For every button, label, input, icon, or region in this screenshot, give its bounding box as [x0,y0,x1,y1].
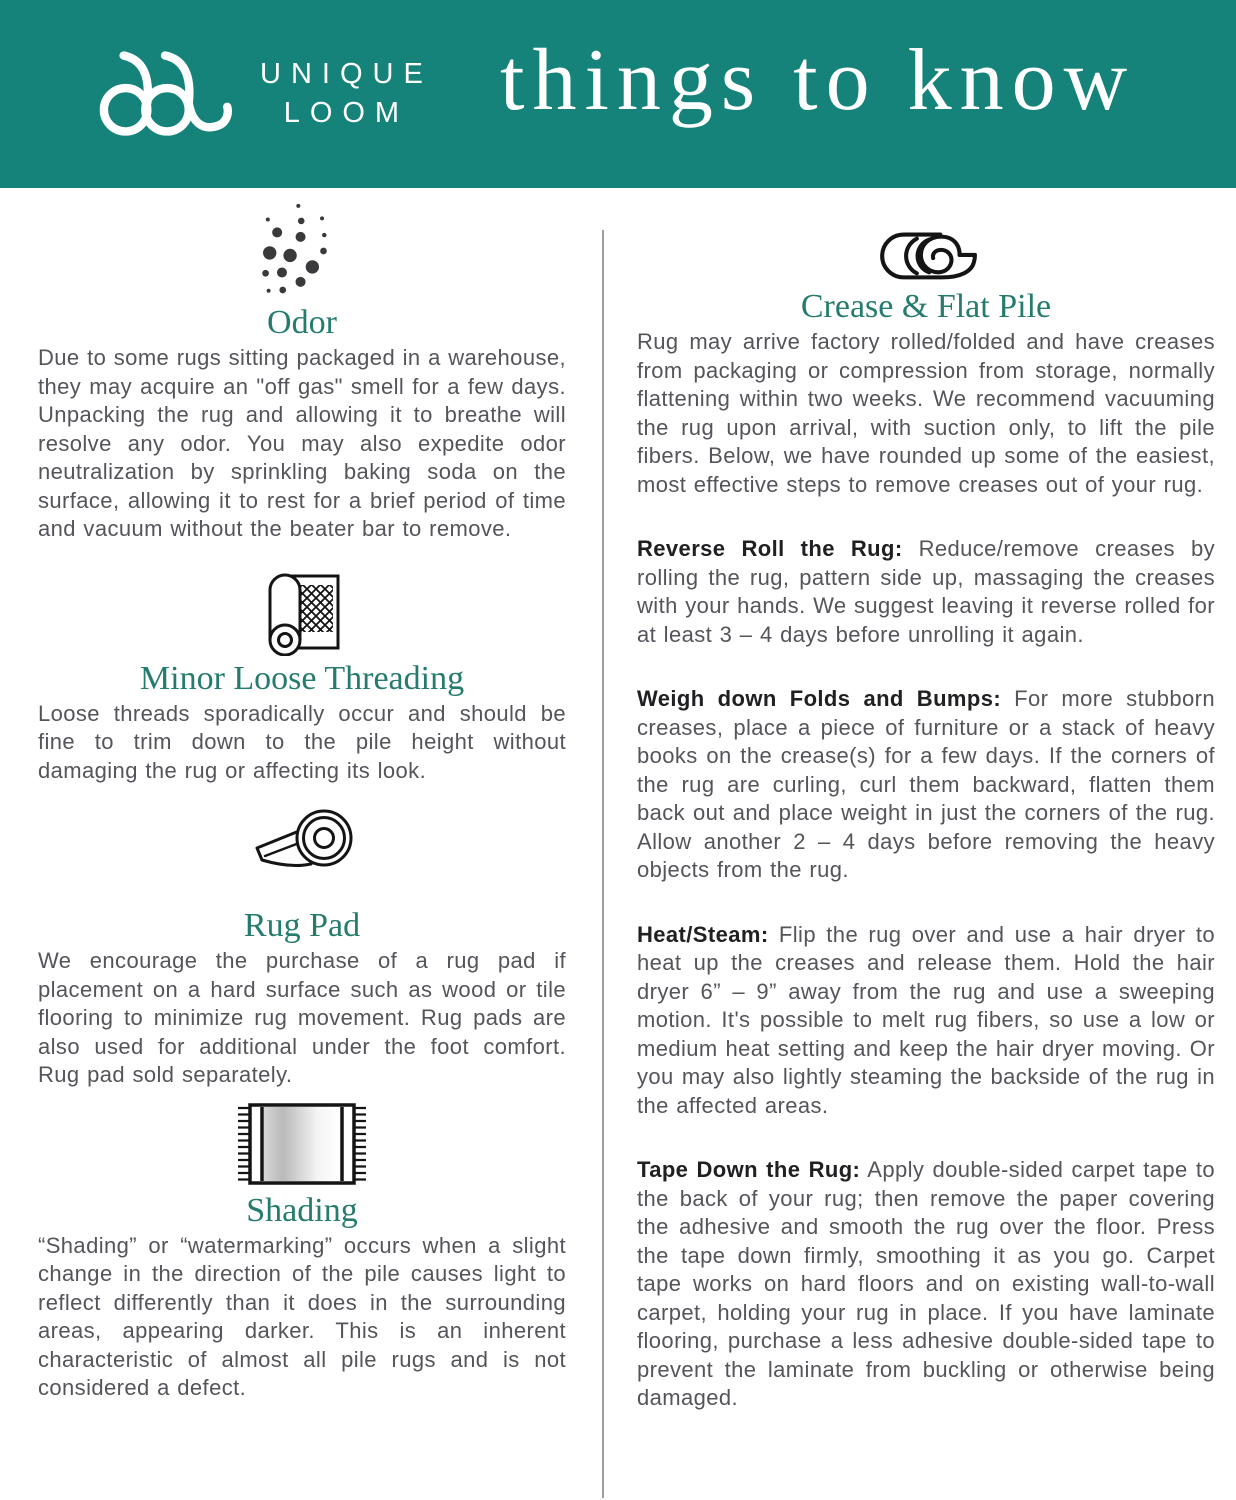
tip-label-reverse-roll: Reverse Roll the Rug: [637,536,903,561]
left-column [38,188,566,1403]
tip-heat-steam [637,921,1215,1121]
section-heading-rug-pad: Rug Pad [243,907,361,944]
tip-weigh-down [637,685,1215,885]
brand-name [260,55,433,133]
brand-line-1: UNIQUE [260,58,433,90]
brand-line-2: LOOM [283,97,410,129]
tip-label-heat-steam: Heat/Steam: [637,921,769,947]
header-banner [0,0,1236,188]
crease-intro-paragraph: Rug may arrive factory rolled/folded and have creases from packaging or compression from storage, normally flattening within two weeks. We recommend vacuuming the rug upon arrival, with suction only, to lift the pile fibers. Below, we have rounded up some of the easiest, most effective steps to remove creases out of your rug. [637,329,1215,497]
section-body-odor: Due to some rugs sitting packaged in a warehouse, they may acquire an "off gas" smell for a few days. Unpacking the rug and allowing it to breathe will resolve any odor. You may also expedite odor neutralization by sprinkling baking soda on the surface, allowing it to rest for a brief period of time and vacuum without the beater bar to remove. [38,345,566,541]
section-heading-crease: Crease & Flat Pile [800,288,1052,325]
odor-sprinkle-dots-icon [38,202,566,302]
rolled-rug-crosshatch-icon [38,562,566,658]
tip-text-heat-steam: Flip the rug over and use a hair dryer to heat up the creases and release them. Hold the hair dryer 6” – 9” away from the rug and use a sweeping motion. It's possible to melt rug fibers, so use a low or medium heat setting and keep the hair dryer moving. Or you may also lightly steaming the backside of the rug in the affected areas. [637,921,1215,1118]
section-body-threading: Loose threads sporadically occur and should be fine to trim down to the pile height without damaging the rug or affecting its look. [38,700,566,783]
unique-loom-monogram-icon [96,47,244,141]
page-title: things to know [500,32,1136,129]
section-body-shading: “Shading” or “watermarking” occurs when a slight change in the direction of the pile causes light to reflect differently than it does in the surrounding areas, appearing darker. This is an inherent characteristic of almost all pile rugs and is not considered a defect. [38,1232,566,1400]
rolled-rug-side-spiral-icon [637,230,1215,286]
fringed-rug-icon [38,1102,566,1190]
tip-label-weigh-down: Weigh down Folds and Bumps: [637,686,1002,711]
tip-label-tape-down: Tape Down the Rug: [637,1157,861,1182]
tip-reverse-roll [637,535,1215,649]
right-column [637,188,1215,1413]
rug-pad-roll-icon [38,807,566,905]
tip-text-reverse-roll: Reduce/remove creases by rolling the rug, pattern side up, massaging the creases with your hands. We suggest leaving it reverse rolled for at least 3 – 4 days before unrolling it again. [637,536,1215,647]
section-body-rug-pad: We encourage the purchase of a rug pad if placement on a hard surface such as wood or tile flooring to minimize rug movement. Rug pads are also used for additional under the foot comfort. Rug pad sold separately. [38,948,566,1087]
tip-text-weigh-down: For more stubborn creases, place a piece of furniture or a stack of heavy books on the crease(s) for a few days. If the corners of the rug are curling, curl them backward, flatten them back out and place weight in just the corners of the rug. Allow another 2 – 4 days before removing the heavy objects from the rug. [637,686,1215,882]
section-heading-shading: Shading [246,1191,358,1229]
column-divider [602,230,604,1498]
section-heading-odor: Odor [267,304,337,341]
tip-text-tape-down: Apply double-sided carpet tape to the back of your rug; then remove the paper covering the adhesive and smooth the rug over the floor. Press the tape down firmly, smoothing it as you go. Carpet tape works on hard floors and on existing wall-to-wall carpet, holding your rug in place. If you have laminate flooring, purchase a less adhesive double-sided tape to prevent the laminate from buckling or otherwise being damaged. [637,1157,1215,1410]
section-heading-threading: Minor Loose Threading [139,659,465,697]
tip-tape-down [637,1156,1215,1413]
